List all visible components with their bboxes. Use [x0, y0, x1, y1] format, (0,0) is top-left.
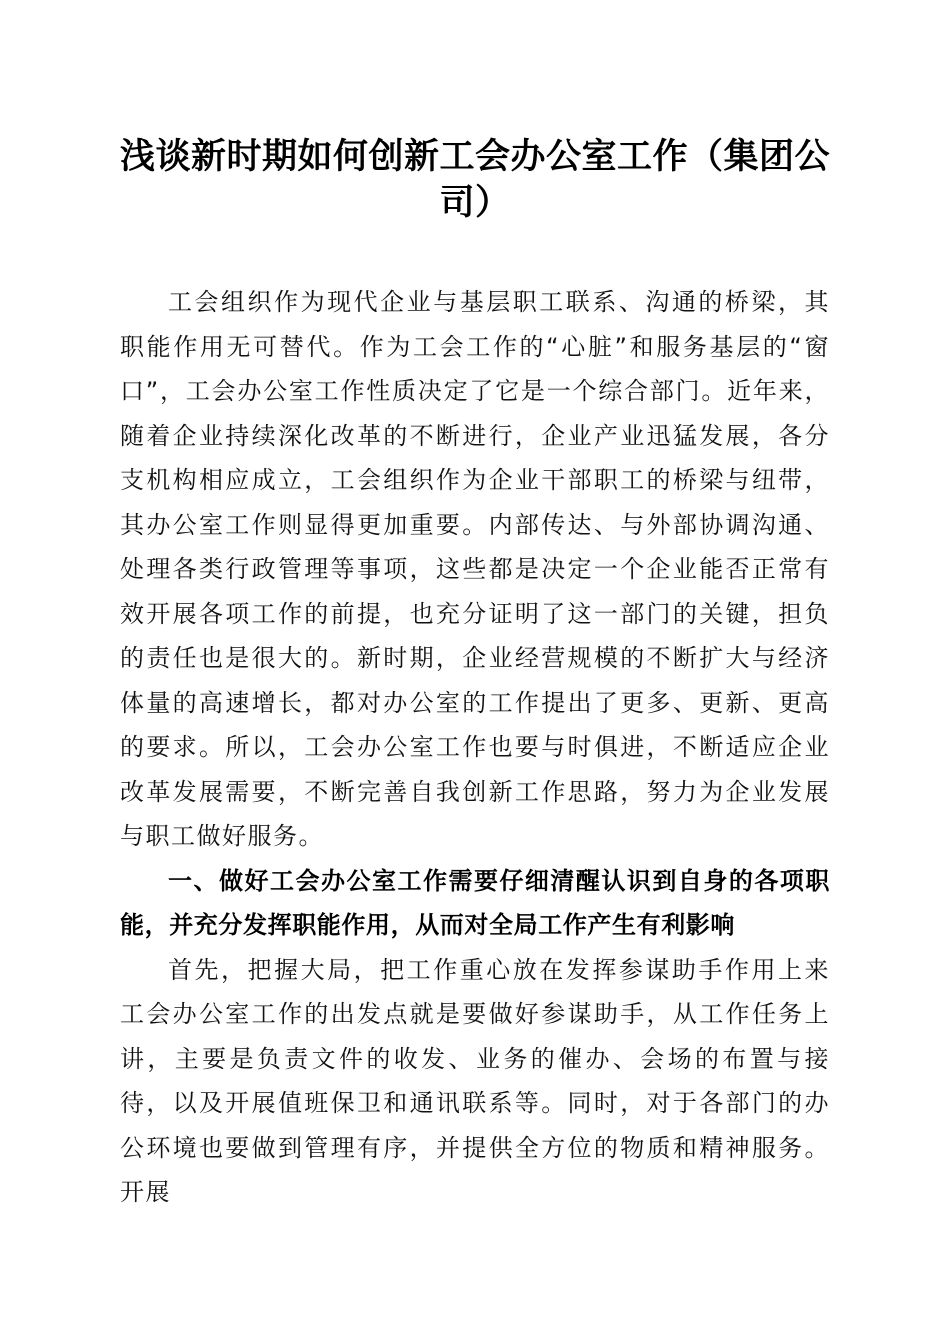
title-line-2: 司） [439, 182, 511, 223]
title-line-1: 浅谈新时期如何创新工会办公室工作（集团公 [119, 136, 830, 177]
section-1-paragraph: 首先，把握大局，把工作重心放在发挥参谋助手作用上来工会办公室工作的出发点就是要做好参谋助手，从工作任务上讲，主要是负责文件的收发、业务的催办、会场的布置与接待，以及开展值班保卫和通讯联系等。同时，对于各部门的办公环境也要做到管理有序，并提供全方位的物质和精神服务。开展 [120, 955, 830, 1206]
document-title [110, 134, 840, 226]
intro-paragraph: 工会组织作为现代企业与基层职工联系、沟通的桥梁，其职能作用无可替代。作为工会工作的“心脏”和服务基层的“窗口”，工会办公室工作性质决定了它是一个综合部门。近年来，随着企业持续深化改革的不断进行，企业产业迅猛发展，各分支机构相应成立，工会组织作为企业干部职工的桥梁与纽带，其办公室工作则显得更加重要。内部传达、与外部协调沟通、处理各类行政管理等事项，这些都是决定一个企业能否正常有效开展各项工作的前提，也充分证明了这一部门的关键，担负的责任也是很大的。新时期，企业经营规模的不断扩大与经济体量的高速增长，都对办公室的工作提出了更多、更新、更高的要求。所以，工会办公室工作也要与时俱进，不断适应企业改革发展需要，不断完善自我创新工作思路，努力为企业发展与职工做好服务。 [120, 288, 830, 850]
document-body [120, 280, 830, 1215]
section-heading-1: 一、做好工会办公室工作需要仔细清醒认识到自身的各项职能，并充分发挥职能作用，从而对全局工作产生有利影响 [120, 866, 830, 939]
